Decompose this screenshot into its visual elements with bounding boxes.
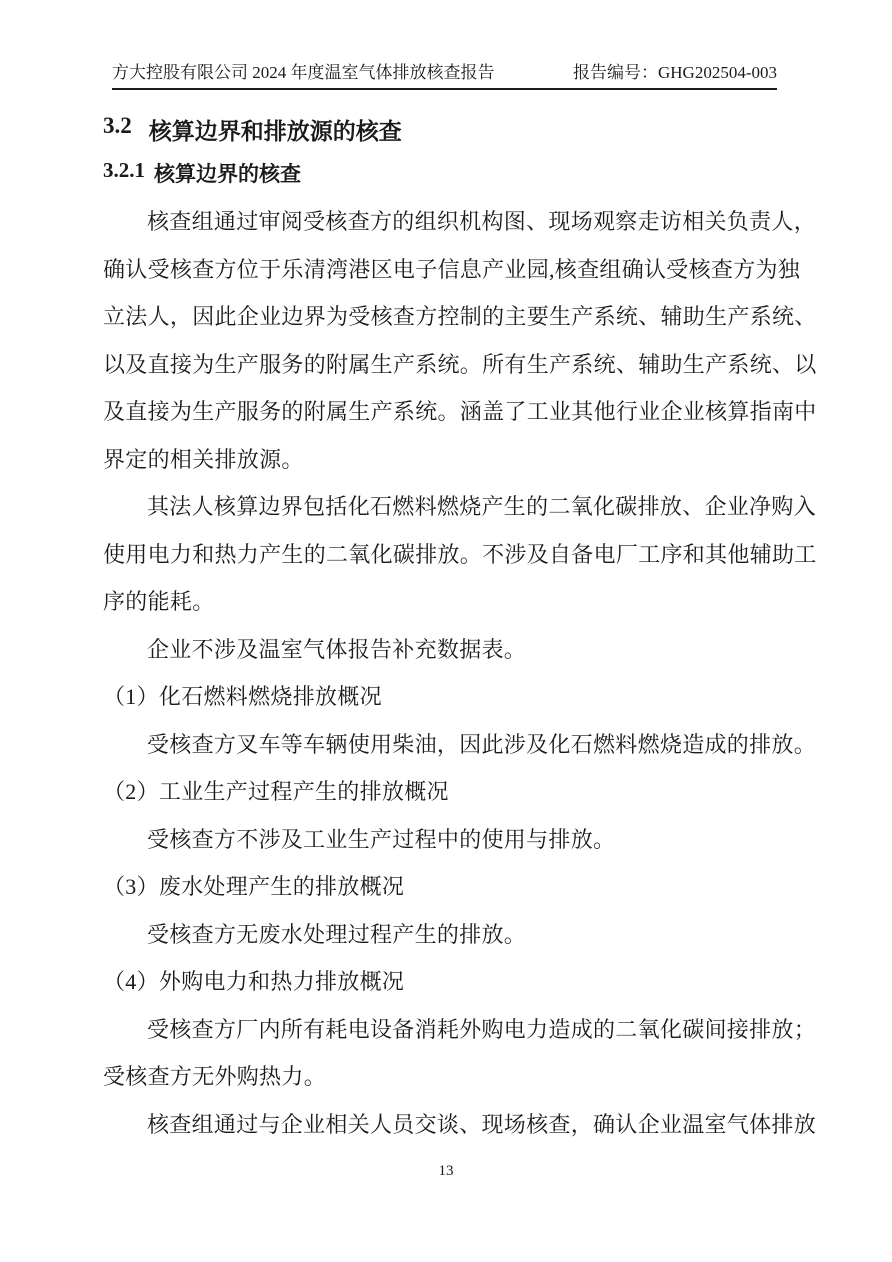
body-line: 受核查方不涉及工业生产过程中的使用与排放。 xyxy=(147,826,616,852)
section-heading xyxy=(103,113,402,146)
header-report-number xyxy=(573,62,777,83)
body-line: 确认受核查方位于乐清湾港区电子信息产业园,核查组确认受核查方为独 xyxy=(103,256,801,282)
body-text xyxy=(103,198,817,1148)
page-header xyxy=(112,62,777,90)
report-number-label: 报告编号： xyxy=(573,63,658,82)
body-line: 核查组通过与企业相关人员交谈、现场核查，确认企业温室气体排放 xyxy=(147,1111,817,1137)
body-line: 受核查方无外购热力。 xyxy=(103,1064,327,1089)
subsection-title: 核算边界的核查 xyxy=(154,162,301,186)
list-item-heading: （4）外购电力和热力排放概况 xyxy=(103,969,405,994)
list-item-heading: （3）废水处理产生的排放概况 xyxy=(103,874,405,899)
body-line: 受核查方叉车等车辆使用柴油，因此涉及化石燃料燃烧造成的排放。 xyxy=(147,731,817,757)
body-line: 以及直接为生产服务的附属生产系统。所有生产系统、辅助生产系统、以 xyxy=(103,351,817,377)
report-number-value: GHG202504-003 xyxy=(658,63,777,82)
subsection-number: 3.2.1 xyxy=(103,158,145,182)
body-line: 企业不涉及温室气体报告补充数据表。 xyxy=(147,636,527,662)
subsection-heading xyxy=(103,158,301,188)
body-line: 序的能耗。 xyxy=(103,589,215,614)
list-item-heading: （2）工业生产过程产生的排放概况 xyxy=(103,779,449,804)
body-line: 核查组通过审阅受核查方的组织机构图、现场观察走访相关负责人， xyxy=(147,209,817,234)
body-line: 使用电力和热力产生的二氧化碳排放。不涉及自备电厂工序和其他辅助工 xyxy=(103,541,817,567)
list-item-heading: （1）化石燃料燃烧排放概况 xyxy=(103,684,382,709)
page-footer xyxy=(0,1163,892,1180)
section-number: 3.2 xyxy=(103,113,132,138)
page-number: 13 xyxy=(438,1163,454,1179)
body-line: 及直接为生产服务的附属生产系统。涵盖了工业其他行业企业核算指南中 xyxy=(103,399,817,424)
section-title: 核算边界和排放源的核查 xyxy=(148,119,402,144)
body-line: 其法人核算边界包括化石燃料燃烧产生的二氧化碳排放、企业净购入 xyxy=(147,494,817,519)
body-line: 立法人，因此企业边界为受核查方控制的主要生产系统、辅助生产系统、 xyxy=(103,304,817,329)
header-report-title: 方大控股有限公司 2024 年度温室气体排放核查报告 xyxy=(112,63,495,82)
body-line: 界定的相关排放源。 xyxy=(103,446,304,472)
body-line: 受核查方无废水处理过程产生的排放。 xyxy=(147,921,527,947)
body-line: 受核查方厂内所有耗电设备消耗外购电力造成的二氧化碳间接排放； xyxy=(147,1016,817,1042)
